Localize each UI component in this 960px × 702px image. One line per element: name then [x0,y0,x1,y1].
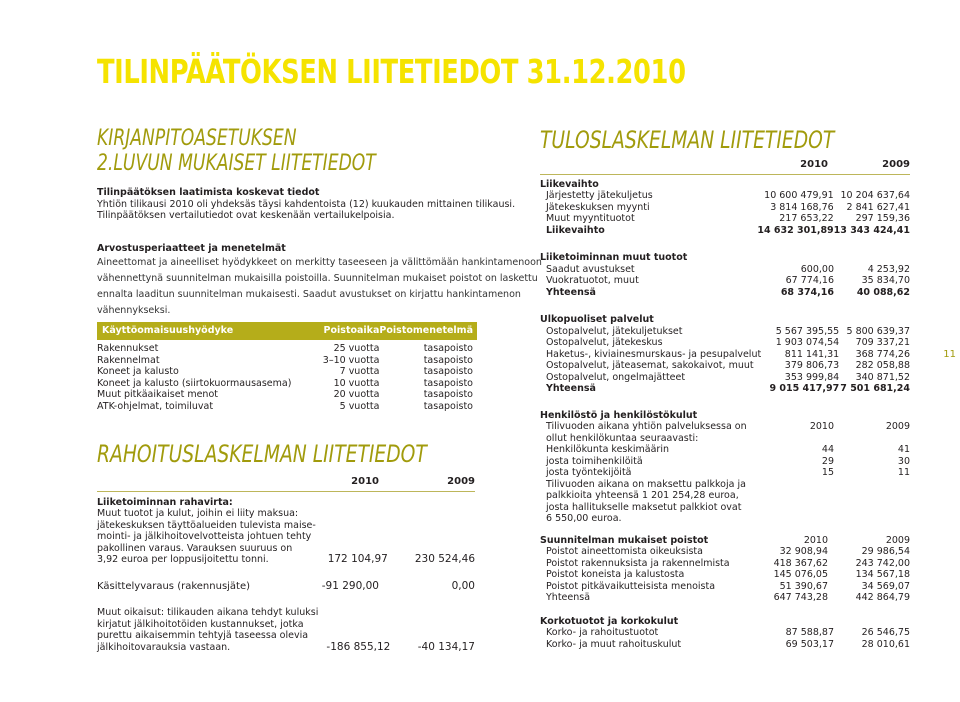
value-2010: 10 600 479,91 [764,190,834,201]
table-cell: tasapoisto [423,389,473,401]
table-cell: Rakennukset [97,343,159,354]
year-2010: 2010 [351,476,379,487]
value-2010: 811 141,31 [784,348,840,360]
text-line: mointi- ja jälkihoitovelvotteista johtuen tehty [97,531,312,542]
value-2010: 14 632 301,89 [757,224,834,236]
value-2009: 2 841 627,41 [846,201,910,213]
value-2009: 29 986,54 [861,546,910,557]
row-label: Yhteensä [546,383,596,394]
table-row [540,275,910,287]
value-2010: 172 104,97 [327,553,388,565]
table-row [540,349,910,361]
cashflow-item-3 [97,607,475,653]
text-line: kirjatut jälkihoitotöiden kustannukset, jotka [97,618,304,630]
year-2009: 2009 [885,421,910,432]
external-services-table [540,314,910,395]
text-line: ollut henkilökuntaa seuraavasti: [546,432,699,444]
value-2010: 5 567 395,55 [775,325,840,337]
value-2010: 1 903 074,54 [775,337,840,348]
table-cell: tasapoisto [423,377,473,389]
section-title: Henkilöstö ja henkilöstökulut [540,409,698,421]
row-label: Haketus-, kiviainesmurskaus- ja pesupalvelut [546,348,762,360]
row-label: Ostopalvelut, ongelmajätteet [546,371,686,383]
row-label: Muut myyntituotot [546,213,635,224]
value-2010: 29 [821,455,834,467]
column-header: Käyttöomaisuushyödyke [97,322,308,340]
income-notes [540,159,910,650]
cashflow-item-1 [97,508,475,566]
year-2010: 2010 [800,159,828,170]
table-row [540,190,910,202]
row-label: Poistot rakennuksista ja rakennelmista [546,557,730,569]
value-2010: 3 814 168,76 [770,201,834,213]
cashflow-item-2 [97,581,475,593]
table-row [540,326,910,338]
year-2010: 2010 [809,421,834,432]
row-label: Korko- ja muut rahoituskulut [546,638,682,650]
value-2010: 87 588,87 [785,627,834,638]
table-cell: tasapoisto [423,343,473,354]
table-row [540,264,910,276]
total-row [540,225,910,237]
value-2009: 4 253,92 [867,263,910,275]
text-line: jälkihoitovarauksia vastaan. [97,641,231,653]
value-2009: 442 864,79 [855,592,910,603]
interest-table [540,616,910,651]
value-2009: 11 [897,467,910,478]
prep-line-1: Yhtiön tilikausi 2010 oli yhdeksäs täysi kahdentoista (12) kuukauden mittainen tilikausi. [97,198,516,210]
depreciation-table [97,322,477,413]
table-cell: Rakennelmat [97,354,160,366]
value-2010: 353 999,84 [784,371,840,383]
table-cell: 3–10 vuotta [322,354,380,366]
row-label: Ostopalvelut, jäteasemat, sakokaivot, muut [546,360,754,371]
page-title: TILINPÄÄTÖKSEN LIITETIEDOT 31.12.2010 [97,52,686,91]
text-line: Käsittelyvaraus (rakennusjäte) [97,580,251,592]
table-cell: 7 vuotta [339,366,380,378]
value-2009: 5 800 639,37 [846,325,910,337]
heading-tuloslaskelma: TULOSLASKELMAN LIITETIEDOT [540,126,835,154]
row-label: Henkilökunta keskimäärin [546,444,669,455]
text-line: palkkioita yhteensä 1 201 254,28 euroa, [546,490,739,501]
section-title: Suunnitelman mukaiset poistot [540,534,709,546]
row-label: Järjestetty jätekuljetus [546,190,653,201]
value-2010: -91 290,00 [321,579,379,592]
revenue-table [540,179,910,237]
value-2009: 30 [897,455,910,467]
text-line: Tilivuoden aikana on maksettu palkkoja ja [546,478,746,490]
table-cell: Koneet ja kalusto [97,366,179,378]
prep-line-2: Tilinpäätöksen vertailutiedot ovat keskenään vertailukelpoisia. [97,210,395,221]
prep-section [97,187,515,222]
table-row [540,213,910,225]
total-row [540,383,910,395]
valuation-line: vähennykseksi. [97,305,171,316]
text-line: Muut tuotot ja kulut, joihin ei liity maksua: [97,508,299,519]
section-title: Liiketoiminnan muut tuotot [540,252,688,263]
value-2010: 32 908,94 [779,546,828,557]
table-row [540,558,910,570]
row-label: Poistot koneista ja kalustosta [546,569,685,580]
value-2010: 15 [821,467,834,478]
table-cell: Muut pitkäaikaiset menot [97,389,218,401]
total-row [540,287,910,299]
table-row [540,337,910,349]
value-2009: -40 134,17 [417,640,475,653]
value-2010: 68 374,16 [780,286,834,298]
text-line: josta hallitukselle maksetut palkkiot ovat [546,501,742,513]
value-2010: 647 743,28 [773,592,828,603]
section-title: Korkotuotot ja korkokulut [540,615,679,627]
table-row [540,467,910,479]
valuation-line: ennalta laaditun suunnitelman mukaisesti. Saadut avustukset on kirjattu hankintamenon [97,289,521,300]
table-row [540,569,910,581]
column-header: Poistoaika [308,322,379,340]
table-row [540,627,910,639]
heading-liitetiedot: 2.LUVUN MUKAISET LIITETIEDOT [97,151,376,176]
value-2009: 41 [897,444,910,455]
value-2010: 51 390,67 [779,580,828,592]
value-2009: 26 546,75 [861,627,910,638]
value-2010: 379 806,73 [784,360,840,371]
row-label: Liikevaihto [546,224,605,236]
value-2010: 69 503,17 [785,638,834,650]
value-2009: 297 159,36 [855,213,910,224]
cashflow-title: Liiketoiminnan rahavirta: [97,496,233,508]
value-2009: 0,00 [451,579,475,592]
table-row [540,546,910,558]
staff-table [540,410,910,525]
text-line: purettu aikaisemmin tehtyjä taseessa olevia [97,630,309,641]
value-2009: 13 343 424,41 [833,224,910,236]
table-cell: tasapoisto [423,400,473,412]
heading-rahoituslaskelma: RAHOITUSLASKELMAN LIITETIEDOT [97,440,427,468]
table-cell: 5 vuotta [339,400,380,412]
table-row [540,372,910,384]
year-header [540,159,910,171]
value-2009: 134 567,18 [855,569,910,580]
page-number: 11 [943,349,956,360]
row-label: Saadut avustukset [546,263,635,275]
row-label: Poistot aineettomista oikeuksista [546,546,703,557]
row-label: josta työntekijöitä [546,467,632,478]
value-2010: 418 367,62 [773,557,828,569]
row-label: Yhteensä [546,286,596,298]
row-label: Korko- ja rahoitustuotot [546,627,659,638]
table-row [540,639,910,651]
cashflow-section [97,476,475,653]
row-label: Vuokratuotot, muut [546,275,639,286]
table-row [540,202,910,214]
valuation-line: Aineettomat ja aineelliset hyödykkeet on merkitty taseeseen ja välittömään hankintamenoon [97,257,542,268]
row-label: josta toimihenkilöitä [546,455,643,467]
text-line: pakollinen varaus. Varauksen suuruus on [97,542,293,554]
column-header: Poistomenetelmä [379,322,477,340]
table-cell: 20 vuotta [333,389,380,401]
table-cell: 10 vuotta [333,377,380,389]
year-2009: 2009 [447,476,475,487]
prep-title: Tilinpäätöksen laatimista koskevat tiedot [97,187,320,198]
total-row [540,592,910,604]
value-2009: 243 742,00 [855,557,910,569]
table-row [97,378,477,390]
year-2010: 2010 [803,534,828,546]
divider [540,174,910,175]
row-label: Ostopalvelut, jätekuljetukset [546,325,683,337]
table-row [97,401,477,413]
table-row [540,456,910,468]
table-row [97,389,477,401]
table-row [97,355,477,367]
year-2009: 2009 [882,159,910,170]
table-cell: Koneet ja kalusto (siirtokuormausasema) [97,377,292,389]
value-2010: 600,00 [800,263,834,275]
value-2010: 145 076,05 [773,569,828,580]
heading-kirjanpitoasetuksen: KIRJANPITOASETUKSEN [97,126,297,151]
row-label: Poistot pitkävaikutteisista menoista [546,580,716,592]
table-row [540,360,910,372]
value-2010: 44 [821,444,834,455]
valuation-line: vähennettynä suunnitelman mukaisilla poistoilla. Suunnitelman mukaiset poistot on laskettu [97,273,538,284]
value-2010: 217 653,22 [779,213,834,224]
section-title: Ulkopuoliset palvelut [540,314,654,325]
valuation-text [97,255,542,319]
valuation-title: Arvostusperiaatteet ja menetelmät [97,243,286,254]
text-line: Muut oikaisut: tilikauden aikana tehdyt kuluksi [97,607,319,618]
value-2010: 67 774,16 [785,275,834,286]
row-label: Ostopalvelut, jätekeskus [546,337,663,348]
table-row [97,343,477,355]
year-2009: 2009 [885,534,910,546]
divider [97,491,475,492]
value-2009: 7 501 681,24 [840,383,910,394]
value-2009: 10 204 637,64 [840,190,910,201]
value-2009: 709 337,21 [855,337,910,348]
text-line: 3,92 euroa per loppusijoitettu tonni. [97,554,269,565]
row-label: Yhteensä [546,592,591,603]
cashflow-table [97,476,475,488]
value-2009: 230 524,46 [414,553,475,565]
value-2010: -186 855,12 [326,640,391,653]
value-2009: 282 058,88 [855,360,910,371]
table-row [540,581,910,593]
table-cell: ATK-ohjelmat, toimiluvat [97,400,214,412]
table-cell: 25 vuotta [333,343,380,354]
depreciation-notes-table [540,535,910,604]
other-income-table [540,252,910,298]
value-2009: 28 010,61 [861,638,910,650]
table-row [540,444,910,456]
text-line: 6 550,00 euroa. [546,513,622,524]
text-line: jätekeskuksen täyttöalueiden tulevista maise- [97,519,316,531]
value-2009: 340 871,52 [855,371,910,383]
value-2010: 9 015 417,97 [769,383,840,394]
table-cell: tasapoisto [423,354,473,366]
value-2009: 368 774,26 [855,348,910,360]
text-line: Tilivuoden aikana yhtiön palveluksessa on [546,421,747,432]
value-2009: 40 088,62 [856,286,910,298]
table-cell: tasapoisto [423,366,473,378]
value-2009: 35 834,70 [861,275,910,286]
section-title: Liikevaihto [540,178,599,190]
row-label: Jätekeskuksen myynti [546,201,650,213]
value-2009: 34 569,07 [861,580,910,592]
table-row [97,366,477,378]
depreciation-table-header [97,322,477,340]
